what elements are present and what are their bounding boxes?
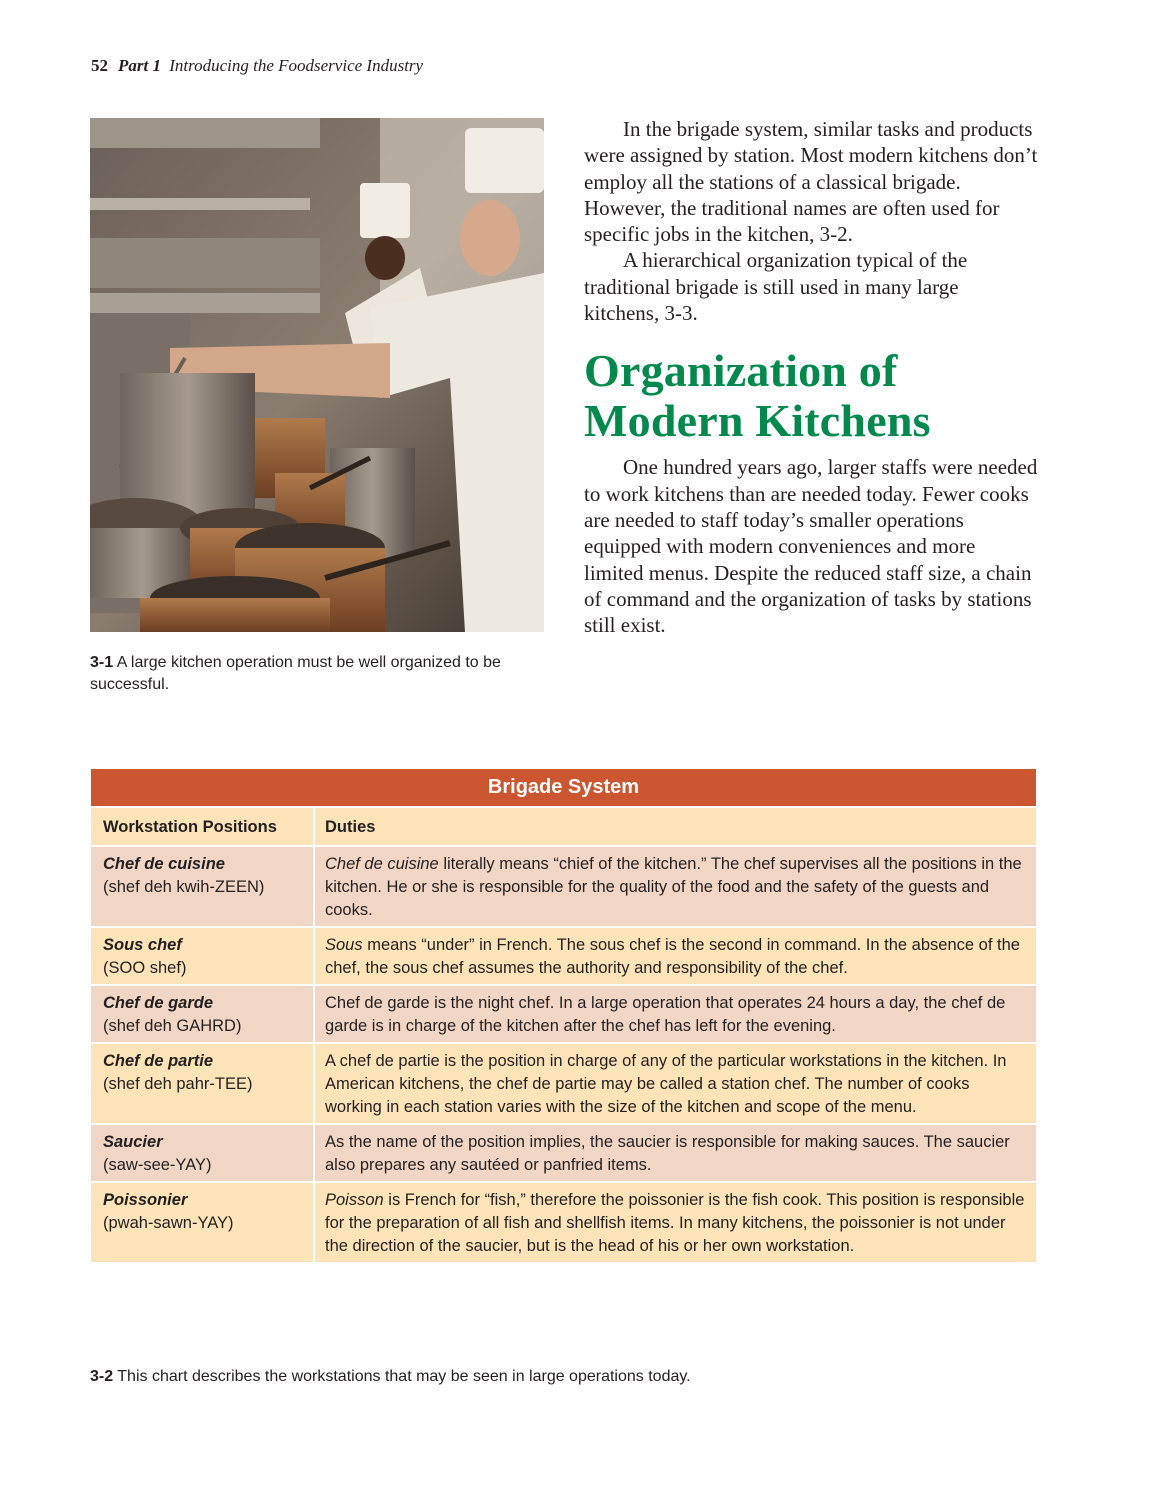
page-number: 52 <box>91 56 108 75</box>
figure-caption-3-2 <box>90 1366 990 1388</box>
caption-label: 3-1 <box>90 654 114 671</box>
body-paragraph: A hierarchical organization typical of the traditional brigade is still used in many large kitchens, 3-3. <box>584 248 968 326</box>
position-name: Chef de garde <box>103 994 214 1012</box>
table-row <box>91 847 1036 928</box>
pronunciation: (saw-see-YAY) <box>103 1156 212 1174</box>
body-paragraph: In the brigade system, similar tasks and products were assigned by station. Most modern kitchens don’t employ all the stations of a classical brigade. However, the traditional names are often used for specific jobs in the kitchen, 3-2. <box>584 117 1038 247</box>
duty-italic: Poisson <box>325 1191 384 1209</box>
body-column <box>584 116 1039 638</box>
table-row <box>91 986 1036 1044</box>
position-name: Sous chef <box>103 936 182 954</box>
running-head <box>91 56 423 76</box>
duty-text: literally means “chief of the kitchen.” The chef supervises all the positions in the kitchen. He or she is responsible for the quality of the food and the safety of the guests and cooks. <box>325 855 1022 919</box>
pronunciation: (shef deh GAHRD) <box>103 1017 242 1035</box>
section-heading: Organization of Modern Kitchens <box>584 345 931 447</box>
table-row <box>91 928 1036 986</box>
duty-text: is French for “fish,” therefore the poissonier is the fish cook. This position is responsible for the preparation of all fish and shellfish items. In many kitchens, the poissonier is not under the direction of the saucier, but is the head of his or her own workstation. <box>325 1191 1025 1255</box>
table-title: Brigade System <box>91 769 1036 808</box>
caption-label: 3-2 <box>90 1368 114 1385</box>
brigade-system-table <box>91 769 1036 1264</box>
duty-text: means “under” in French. The sous chef is the second in command. In the absence of the chef, the sous chef assumes the authority and responsibility of the chef. <box>325 936 1020 977</box>
duty-text: Chef de garde is the night chef. In a large operation that operates 24 hours a day, the chef de garde is in charge of the kitchen after the chef has left for the evening. <box>325 994 1006 1035</box>
kitchen-photo <box>90 118 544 632</box>
position-name: Chef de cuisine <box>103 855 225 873</box>
duty-italic: Chef de cuisine <box>325 855 439 873</box>
table-header-row <box>91 808 1036 847</box>
table-row <box>91 1125 1036 1183</box>
pronunciation: (pwah-sawn-YAY) <box>103 1214 234 1232</box>
caption-text: This chart describes the workstations that may be seen in large operations today. <box>117 1368 691 1385</box>
pronunciation: (SOO shef) <box>103 959 187 977</box>
table-row <box>91 1044 1036 1125</box>
pronunciation: (shef deh pahr-TEE) <box>103 1075 253 1093</box>
table-row <box>91 1183 1036 1264</box>
duty-text: A chef de partie is the position in charge of any of the particular workstations in the kitchen. In American kitchens, the chef de partie may be called a station chef. The number of cooks working in each station varies with the size of the kitchen and scope of the menu. <box>325 1052 1007 1116</box>
section-title: Introducing the Foodservice Industry <box>169 56 424 75</box>
duty-italic: Sous <box>325 936 363 954</box>
position-name: Saucier <box>103 1133 163 1151</box>
column-header: Workstation Positions <box>91 808 315 845</box>
column-header: Duties <box>325 818 376 836</box>
pronunciation: (shef deh kwih-ZEEN) <box>103 878 265 896</box>
figure-caption-3-1 <box>90 652 540 696</box>
part-label: Part 1 <box>118 56 161 75</box>
body-paragraph: One hundred years ago, larger staffs were needed to work kitchens than are needed today. Fewer cooks are needed to staff today’s smaller operations equipped with modern conveniences and more limited menus. Despite the reduced staff size, a chain of command and the organization of tasks by stations still exist. <box>584 455 1038 638</box>
position-name: Poissonier <box>103 1191 188 1209</box>
duty-text: As the name of the position implies, the saucier is responsible for making sauces. The saucier also prepares any sautéed or panfried items. <box>325 1133 1010 1174</box>
caption-text: A large kitchen operation must be well organized to be successful. <box>90 654 501 693</box>
position-name: Chef de partie <box>103 1052 214 1070</box>
